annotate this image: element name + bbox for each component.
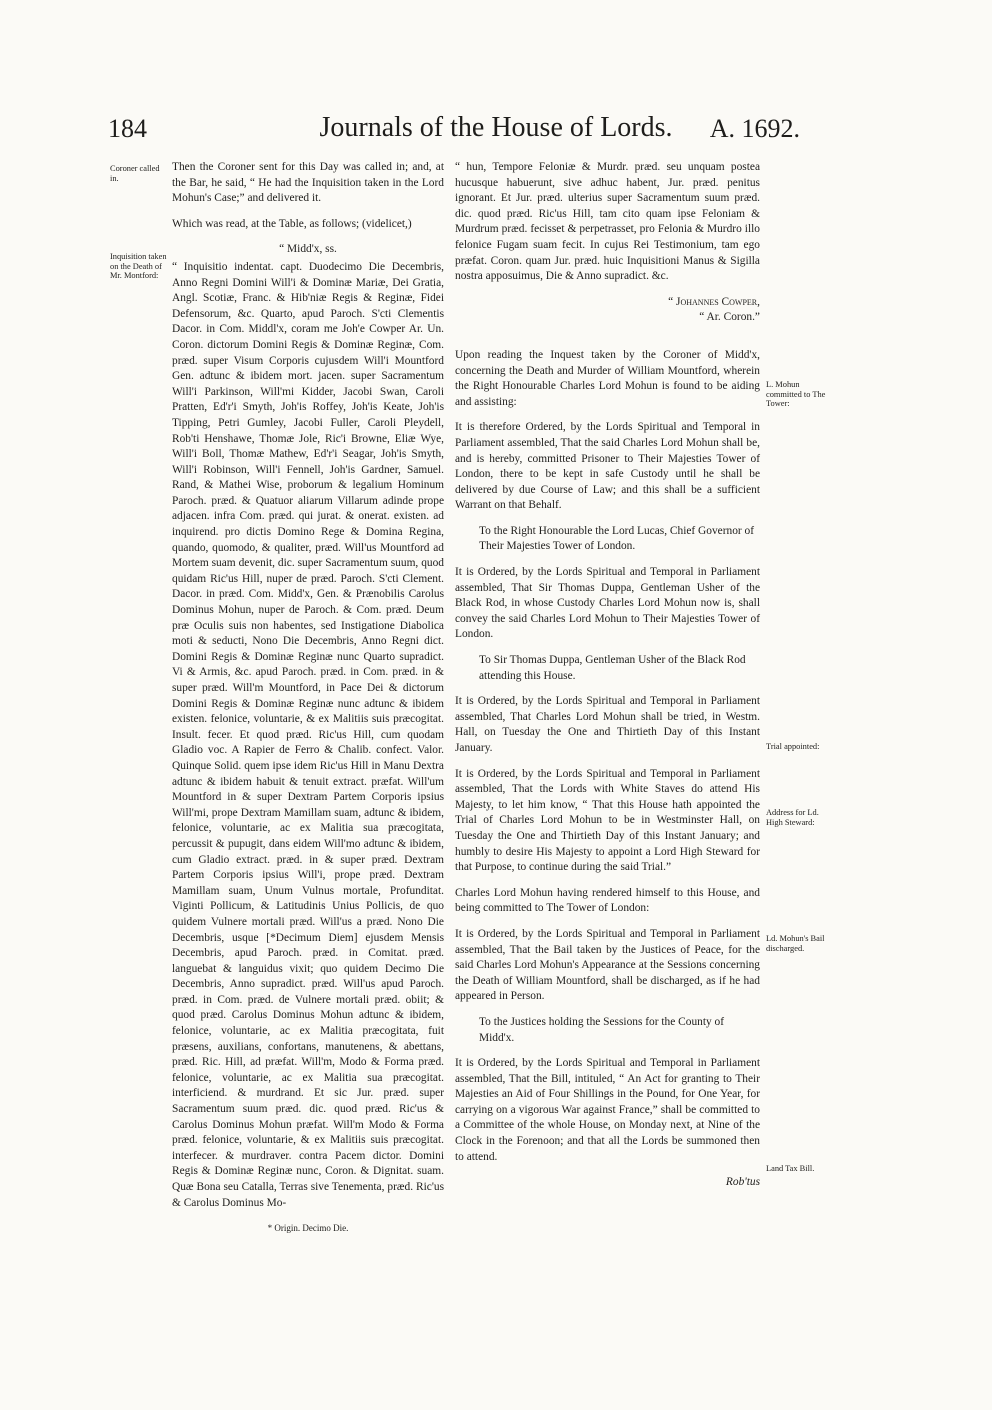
right-column <box>455 160 760 1201</box>
order-commit-paragraph: It is therefore Ordered, by the Lords Spiritual and Temporal in Parliament assembled, That the said Charles Lord Mohun shall be, and is hereby, committed Prisoner to Their Majesties Tower of London, there to be kept in safe Custody until he shall be delivered by due Course of Law; and this shall be a sufficient Warrant on that Behalf. <box>455 421 760 512</box>
header-year: A. 1692. <box>709 114 800 143</box>
catchword: Rob'tus <box>725 1176 760 1189</box>
footnote: * Origin. Decimo Die. <box>267 1223 349 1234</box>
margin-note-bail: Ld. Mohun's Bail discharged. <box>766 934 825 953</box>
margin-note-trial: Trial appointed: <box>766 742 820 751</box>
page-number: 184 <box>108 114 147 143</box>
margin-note-address: Address for Ld. High Steward: <box>766 808 819 827</box>
mohun-rendered-paragraph: Charles Lord Mohun having rendered himself to this House, and being committed to The Tower of London: <box>455 886 760 915</box>
order-address-paragraph: It is Ordered, by the Lords Spiritual and Temporal in Parliament assembled, That the Lords with White Staves do attend His Majesty, to let him know, “ That this House hath appointed the Trial of Charles Lord Mohun to be in Westminster Hall, on Tuesday the One and Thirtieth Day of this Instant January; and humbly to desire His Majesty to appoint a Lord High Steward for that Purpose, to continue during the said Trial.” <box>455 767 760 874</box>
county-heading: “ Midd'x, ss. <box>279 243 337 256</box>
read-paragraph: Which was read, at the Table, as follows; (videlicet,) <box>172 217 412 230</box>
order-land-tax-paragraph: It is Ordered, by the Lords Spiritual and Temporal in Parliament assembled, That the Bill, intituled, “ An Act for granting to Their Majesties an Aid of Four Shillings in the Pound, for One Year, for carrying on a vigorous War against France,” shall be committed to a Committee of the whole House, on Monday next, at Nine of the Clock in the Forenoon; and that all the Lords be summoned then to attend. <box>455 1057 760 1163</box>
coroner-paragraph: Then the Coroner sent for this Day was called in; and, at the Bar, he said, “ He had the Inquisition taken in the Lord Mohun's Case;” and delivered it. <box>172 161 444 205</box>
order-convey-paragraph: It is Ordered, by the Lords Spiritual and Temporal in Parliament assembled, That Sir Thomas Duppa, Gentleman Usher of the Black Rod, in whose Custody Charles Lord Mohun now is, shall convey the said Charles Lord Mohun to Their Majesties Tower of London. <box>455 566 760 641</box>
order-bail-paragraph: It is Ordered, by the Lords Spiritual and Temporal in Parliament assembled, That the Bail taken by the Justices of Peace, for the said Charles Lord Mohun's Appearance at the Sessions concerning the Death of William Mountford, shall be discharged, as if he had appeared in Person. <box>455 927 760 1003</box>
margin-note-land-tax: Land Tax Bill. <box>766 1164 815 1173</box>
signature-title: “ Ar. Coron.” <box>699 311 760 324</box>
inquisition-continued: “ hun, Tempore Feloniæ & Murdr. præd. seu unquam postea hucusque habuerunt, sive adhuc habent, Jur. præd. penitus ignorant. Et Jur. præd. ulterius super Sacramentum suum præd. dic. quod præd. Ric'us Hill, tam cito quam ipse Feloniam & Murdrum præd. fecisset & perpetrasset, pro Felonia & Murdro illo felonice Fugam suam fecit. In cujus Rei Testimonium, tam ego præfat. Coron. quam Jur. præd. huic Inquisitioni Manus & Sigilla nostra apposuimus, Die & Anno supradict. &c. <box>455 161 760 283</box>
page-header <box>0 100 992 150</box>
margin-note-coroner: Coroner called in. <box>110 164 160 183</box>
margin-note-mohun-committed: L. Mohun committed to The Tower: <box>766 380 826 409</box>
margin-note-inquisition: Inquisition taken on the Death of Mr. Montford: <box>110 252 167 281</box>
addressee-duppa: To Sir Thomas Duppa, Gentleman Usher of the Black Rod attending this House. <box>479 654 746 682</box>
addressee-lord-lucas: To the Right Honourable the Lord Lucas, Chief Governor of Their Majesties Tower of London. <box>479 524 755 553</box>
left-column <box>172 160 444 1237</box>
signature-name: “ Johannes Cowper, <box>668 295 760 308</box>
inquisition-text: “ Inquisitio indentat. capt. Duodecimo Die Decembris, Anno Regni Domini Will'i & Dominæ Mariæ, Dei Gratia, Angl. Scotiæ, Franc. & Hib'niæ Regis & Reginæ, Fidei Defensorum, &c. Quarto, apud Paroch. S'cti Clementis Dacor. in Com. Middl'x, coram me Joh'e Cowper Ar. Un. Coron. dictorum Domini Regis & Dominæ Reginæ, Com. præd. super Visum Corporis cujusdem Will'i Mountford Gen. adtunc & ibidem mort. jacen. super Sacramentum Will'i Parkinson, Will'mi Kidder, Jacobi Swan, Caroli Pratten, Ed'r'i Smyth, Joh'is Roffey, Joh'is Keate, Joh'is Tipping, Petri Gumley, Jacobi Fuller, Caroli Pleydell, Rob'ti Henshawe, Thomæ Jole, Ric'i Browne, Eliæ Wye, Will'i Boll, Thomæ Mathew, Ed'r'i Seagar, Joh'is Smyth, Will'i Robinson, Will'i Fennell, Joh'is Gardner, Samuel. Rand, & Mathei Wise, proborum & legalium Hominum Paroch. præd. & Quatuor aliarum Villarum adinde prope adjacen. infra Com. præd. qui jurat. & onerat. existen. ad inquirend. pro dictis Domino Rege & Domina Regina, quando, quomodo, & qualiter, præd. Will'us Mountford ad Mortem suam devenit, dic. super Sacramentum suum, quod quidam Ric'us Hill, nuper de præd. Paroch. S'cti Clement. Dacor. in præd. Com. Midd'x, Gen. & Prænobilis Carolus Dominus Mohun, nuper de Paroch. & Com. præd. Deum præ Oculis suis non habentes, sed Instigatione Diabolica moti & seducti, Nono Die Decembris, Anno Regni dict. Domini Regis & Dominæ Reginæ nunc Quarto supradict. Vi & Armis, &c. apud Paroch. præd. in Com. præd. in & super præd. Will'm Mountford, in Pace Dei & dictorum Domini Regis & Dominæ Reginæ nunc adtunc & ibidem existen. felonice, voluntarie, & ex Malitiis suis præcogitat. Insult. fecer. Et quod præd. Ric'us Hill, cum quodam Gladio voc. A Rapier de Ferro & Chalib. confect. Valor. Quinque Solid. quem ipse idem Ric'us Hill in Manu Dextra adtunc & ibidem habuit & tenuit extract. præfat. Will'um Mountford in & super Dextram Partem Corporis ipsius Will'mi, prope Dextram Mamillam suam, adtunc & ibidem, felonice, voluntarie, ac ex Malitia sua præcogitata, percussit & pupugit, dans eidem Will'mo adtunc & ibidem, cum Gladio extract. præd. in & super præd. Dextram Partem Corporis ipsius Will'i, prope præd. Dextram Mamillam suam, Unum Vulnus mortale, Profunditat. Viginti Pollicum, & Latitudinis Unius Pollicis, de quo quidem Vulnere mortali præd. Will'us a præd. Nono Die Decembris, usque [*Decimum Diem] ejusdem Mensis Decembris, apud Paroch. præd. in Comitat. præd. languebat & languidus vixit; quo quidem Decimo Die Decembris, Anno supradict. præd. Will'us apud Paroch. præd. in Com. præd. de Vulnere mortali præd. obiit; & quod præd. Carolus Dominus Mohun adtunc & ibidem, felonice, voluntarie, ac ex Malitia præcogitata, fuit præsens, auxilians, confortans, manutenens, & abettans, præd. Ric. Hill, ad præfat. Will'm, Modo & Forma præd. felonice, voluntarie, ac ex Malitia sua præcogitat. interficiend. & murdrand. Et sic Jur. præd. super Sacramentum suum præd. dic. quod præd. Ric'us & Carolus Dominus Mohun præfat. Will'm Modo & Forma præd. felonice, voluntarie, & ex Malitiis suis præcogitat. interfecer. & murdraver. contra Pacem dictor. Domini Regis & Dominæ Reginæ nunc, Coron. & Dignitat. suam. Quæ Bona seu Catalla, Terras sive Tenementa, præd. Ric'us & Carolus Dominus Mo- <box>172 260 444 1209</box>
addressee-justices: To the Justices holding the Sessions for the County of Midd'x. <box>479 1015 725 1044</box>
upon-reading-paragraph: Upon reading the Inquest taken by the Coroner of Midd'x, concerning the Death and Murder of William Mountford, wherein the Right Honourable Charles Lord Mohun is found to be aiding and assisting: <box>455 348 760 408</box>
order-trial-paragraph: It is Ordered, by the Lords Spiritual and Temporal in Parliament assembled, That Charles Lord Mohun shall be tried, in Westm. Hall, on Tuesday the One and Thirtieth Day of this Instant January. <box>455 695 760 754</box>
running-title: Journals of the House of Lords. <box>319 112 673 143</box>
